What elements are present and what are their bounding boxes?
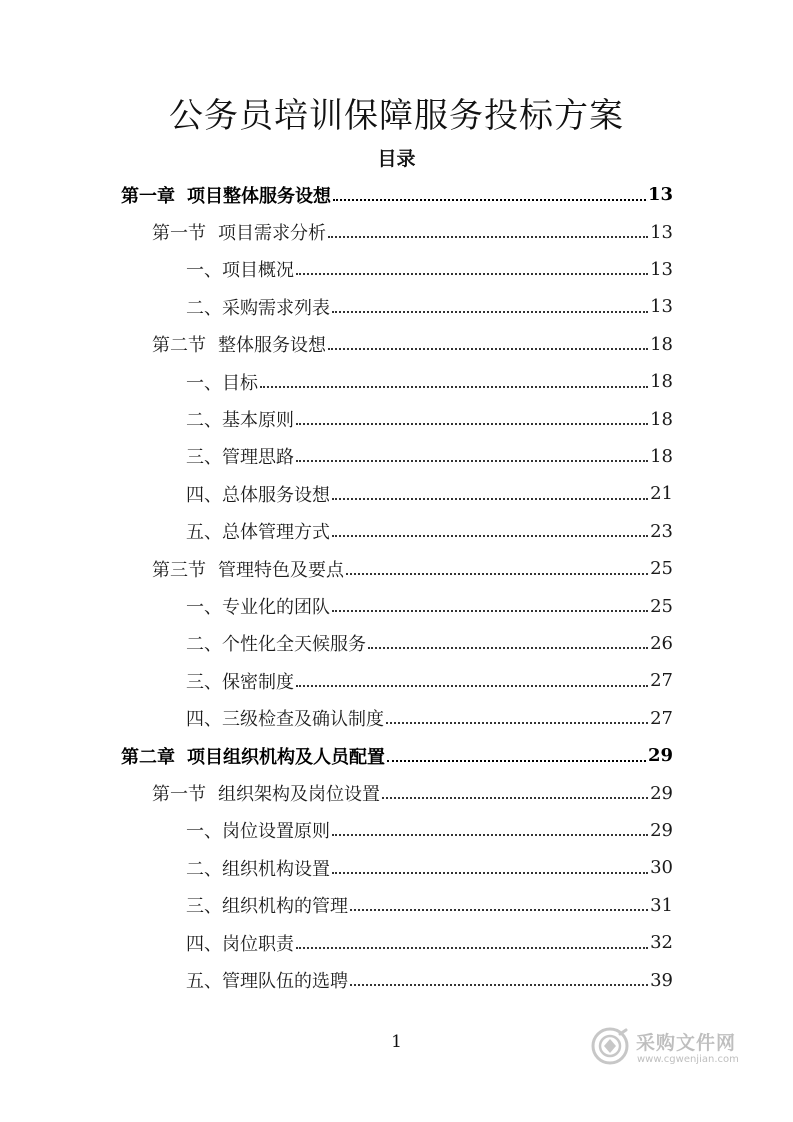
toc-entry-text: 一、岗位设置原则: [186, 821, 330, 843]
toc-entry-label: [186, 630, 366, 656]
toc-leader-dots: [332, 610, 648, 612]
toc-entry-text: 四、三级检查及确认制度: [186, 709, 384, 731]
toc-entry-text: 三、保密制度: [186, 671, 294, 693]
toc-leader-dots: [296, 685, 648, 687]
toc-entry-text: 整体服务设想: [218, 335, 326, 357]
toc-entry-page: 18: [650, 445, 673, 467]
toc-leader-dots: [328, 236, 648, 238]
toc-entry-label: [186, 668, 294, 694]
toc-entry-label: [121, 743, 385, 769]
toc-entry-page: 26: [650, 632, 673, 654]
toc-entry-prefix: 第三节: [152, 559, 206, 581]
toc-leader-dots: [386, 722, 648, 724]
toc-entry-text: 四、总体服务设想: [186, 484, 330, 506]
toc-entry[interactable]: [186, 887, 673, 924]
watermark-name: 采购文件网: [636, 1032, 737, 1054]
toc-leader-dots: [332, 311, 648, 313]
toc-entry-page: 25: [650, 558, 673, 580]
toc-leader-dots: [328, 348, 648, 350]
toc-entry-prefix: 第一节: [152, 223, 206, 245]
toc-entry-label: [121, 182, 331, 208]
toc-entry-page: 39: [650, 969, 673, 991]
toc-entry-text: 二、采购需求列表: [186, 297, 330, 319]
toc-leader-dots: [382, 797, 648, 799]
toc-entry-page: 27: [650, 707, 673, 729]
toc-entry-label: [186, 256, 294, 282]
toc-entry-page: 23: [650, 520, 673, 542]
toc-leader-dots: [260, 386, 648, 388]
toc-entry-text: 一、项目概况: [186, 260, 294, 282]
toc-entry-text: 组织架构及岗位设置: [218, 784, 380, 806]
toc-leader-dots: [332, 872, 648, 874]
toc-entry[interactable]: [186, 400, 673, 437]
watermark-logo-icon: [590, 1026, 630, 1066]
toc-entry-prefix: 第一章: [121, 185, 175, 207]
toc-entry-text: 二、组织机构设置: [186, 858, 330, 880]
toc-entry-text: 二、个性化全天候服务: [186, 634, 366, 656]
toc-entry-page: 18: [650, 371, 673, 393]
toc-entry-text: 管理特色及要点: [218, 559, 344, 581]
toc-entry-page: 29: [650, 819, 673, 841]
toc-entry-label: [186, 705, 384, 731]
page-number: 1: [391, 1032, 402, 1052]
toc-leader-dots: [333, 199, 646, 201]
toc-leader-dots: [387, 760, 646, 762]
toc-entry[interactable]: [186, 475, 673, 512]
toc-entry-prefix: 第二章: [121, 746, 175, 768]
toc-entry[interactable]: [121, 176, 673, 213]
toc-entry-label: [186, 294, 330, 320]
toc-leader-dots: [350, 909, 648, 911]
toc-entry[interactable]: [152, 774, 673, 811]
toc-leader-dots: [350, 984, 648, 986]
toc-entry-page: 13: [647, 184, 673, 206]
toc-entry[interactable]: [186, 288, 673, 325]
toc-entry-label: [186, 481, 330, 507]
toc-entry-text: 项目整体服务设想: [187, 185, 331, 207]
toc-entry[interactable]: [186, 363, 673, 400]
toc-entry-text: 项目组织机构及人员配置: [187, 746, 385, 768]
toc-entry-text: 一、目标: [186, 372, 258, 394]
toc-entry[interactable]: [186, 625, 673, 662]
toc-entry-page: 13: [650, 258, 673, 280]
toc-entry-text: 三、管理思路: [186, 447, 294, 469]
toc-entry-label: [152, 331, 326, 357]
toc-entry[interactable]: [186, 849, 673, 886]
toc-entry-text: 三、组织机构的管理: [186, 896, 348, 918]
toc-entry-label: [152, 780, 380, 806]
toc-entry-text: 四、岗位职责: [186, 933, 294, 955]
toc-heading: 目录: [377, 148, 416, 170]
watermark: [590, 1024, 760, 1072]
toc-leader-dots: [296, 947, 648, 949]
document-title: 公务员培训保障服务投标方案: [169, 96, 624, 136]
toc-entry-label: [186, 406, 294, 432]
toc-entry[interactable]: [186, 700, 673, 737]
toc-leader-dots: [296, 460, 648, 462]
toc-entry-text: 一、专业化的团队: [186, 597, 330, 619]
toc-entry-label: [186, 967, 348, 993]
toc-entry-page: 29: [650, 782, 673, 804]
toc-leader-dots: [346, 573, 648, 575]
toc-entry-text: 五、总体管理方式: [186, 522, 330, 544]
toc-entry-page: 27: [650, 670, 673, 692]
toc-entry-prefix: 第二节: [152, 335, 206, 357]
toc-entry[interactable]: [186, 513, 673, 550]
toc-entry-page: 13: [650, 296, 673, 318]
toc-entry[interactable]: [186, 924, 673, 961]
toc-entry-text: 二、基本原则: [186, 410, 294, 432]
toc-entry[interactable]: [186, 251, 673, 288]
toc-entry-page: 31: [650, 894, 673, 916]
toc-entry[interactable]: [186, 812, 673, 849]
toc-entry[interactable]: [186, 961, 673, 998]
toc-entry[interactable]: [186, 662, 673, 699]
toc-entry-prefix: 第一节: [152, 784, 206, 806]
toc-entry-page: 18: [650, 333, 673, 355]
toc-leader-dots: [332, 834, 648, 836]
toc-entry-label: [186, 930, 294, 956]
toc-entry[interactable]: [152, 213, 673, 250]
toc-entry-label: [186, 518, 330, 544]
toc-entry[interactable]: [186, 587, 673, 624]
toc-leader-dots: [296, 423, 648, 425]
toc-entry-label: [152, 556, 344, 582]
toc-entry-page: 13: [650, 221, 673, 243]
toc-entry[interactable]: [186, 438, 673, 475]
toc-entry[interactable]: [152, 550, 673, 587]
watermark-url: www.cgwenjian.com: [637, 1054, 739, 1065]
toc-entry-text: 五、管理队伍的选聘: [186, 971, 348, 993]
toc-entry-page: 29: [647, 745, 673, 767]
toc-entry-page: 18: [650, 408, 673, 430]
toc-entry[interactable]: [121, 737, 673, 774]
toc-leader-dots: [332, 498, 648, 500]
toc-entry-page: 32: [650, 932, 673, 954]
toc-entry[interactable]: [152, 326, 673, 363]
toc-entry-label: [186, 443, 294, 469]
toc-leader-dots: [332, 535, 648, 537]
toc-entry-text: 项目需求分析: [218, 223, 326, 245]
toc-entry-label: [186, 593, 330, 619]
toc-entry-label: [186, 817, 330, 843]
toc-entry-label: [186, 855, 330, 881]
toc-entry-page: 30: [650, 857, 673, 879]
toc-leader-dots: [296, 273, 648, 275]
toc-entry-label: [152, 219, 326, 245]
toc-entry-page: 21: [650, 483, 673, 505]
toc-entry-label: [186, 892, 348, 918]
toc-entry-page: 25: [650, 595, 673, 617]
toc-entry-label: [186, 369, 258, 395]
toc-leader-dots: [368, 647, 648, 649]
